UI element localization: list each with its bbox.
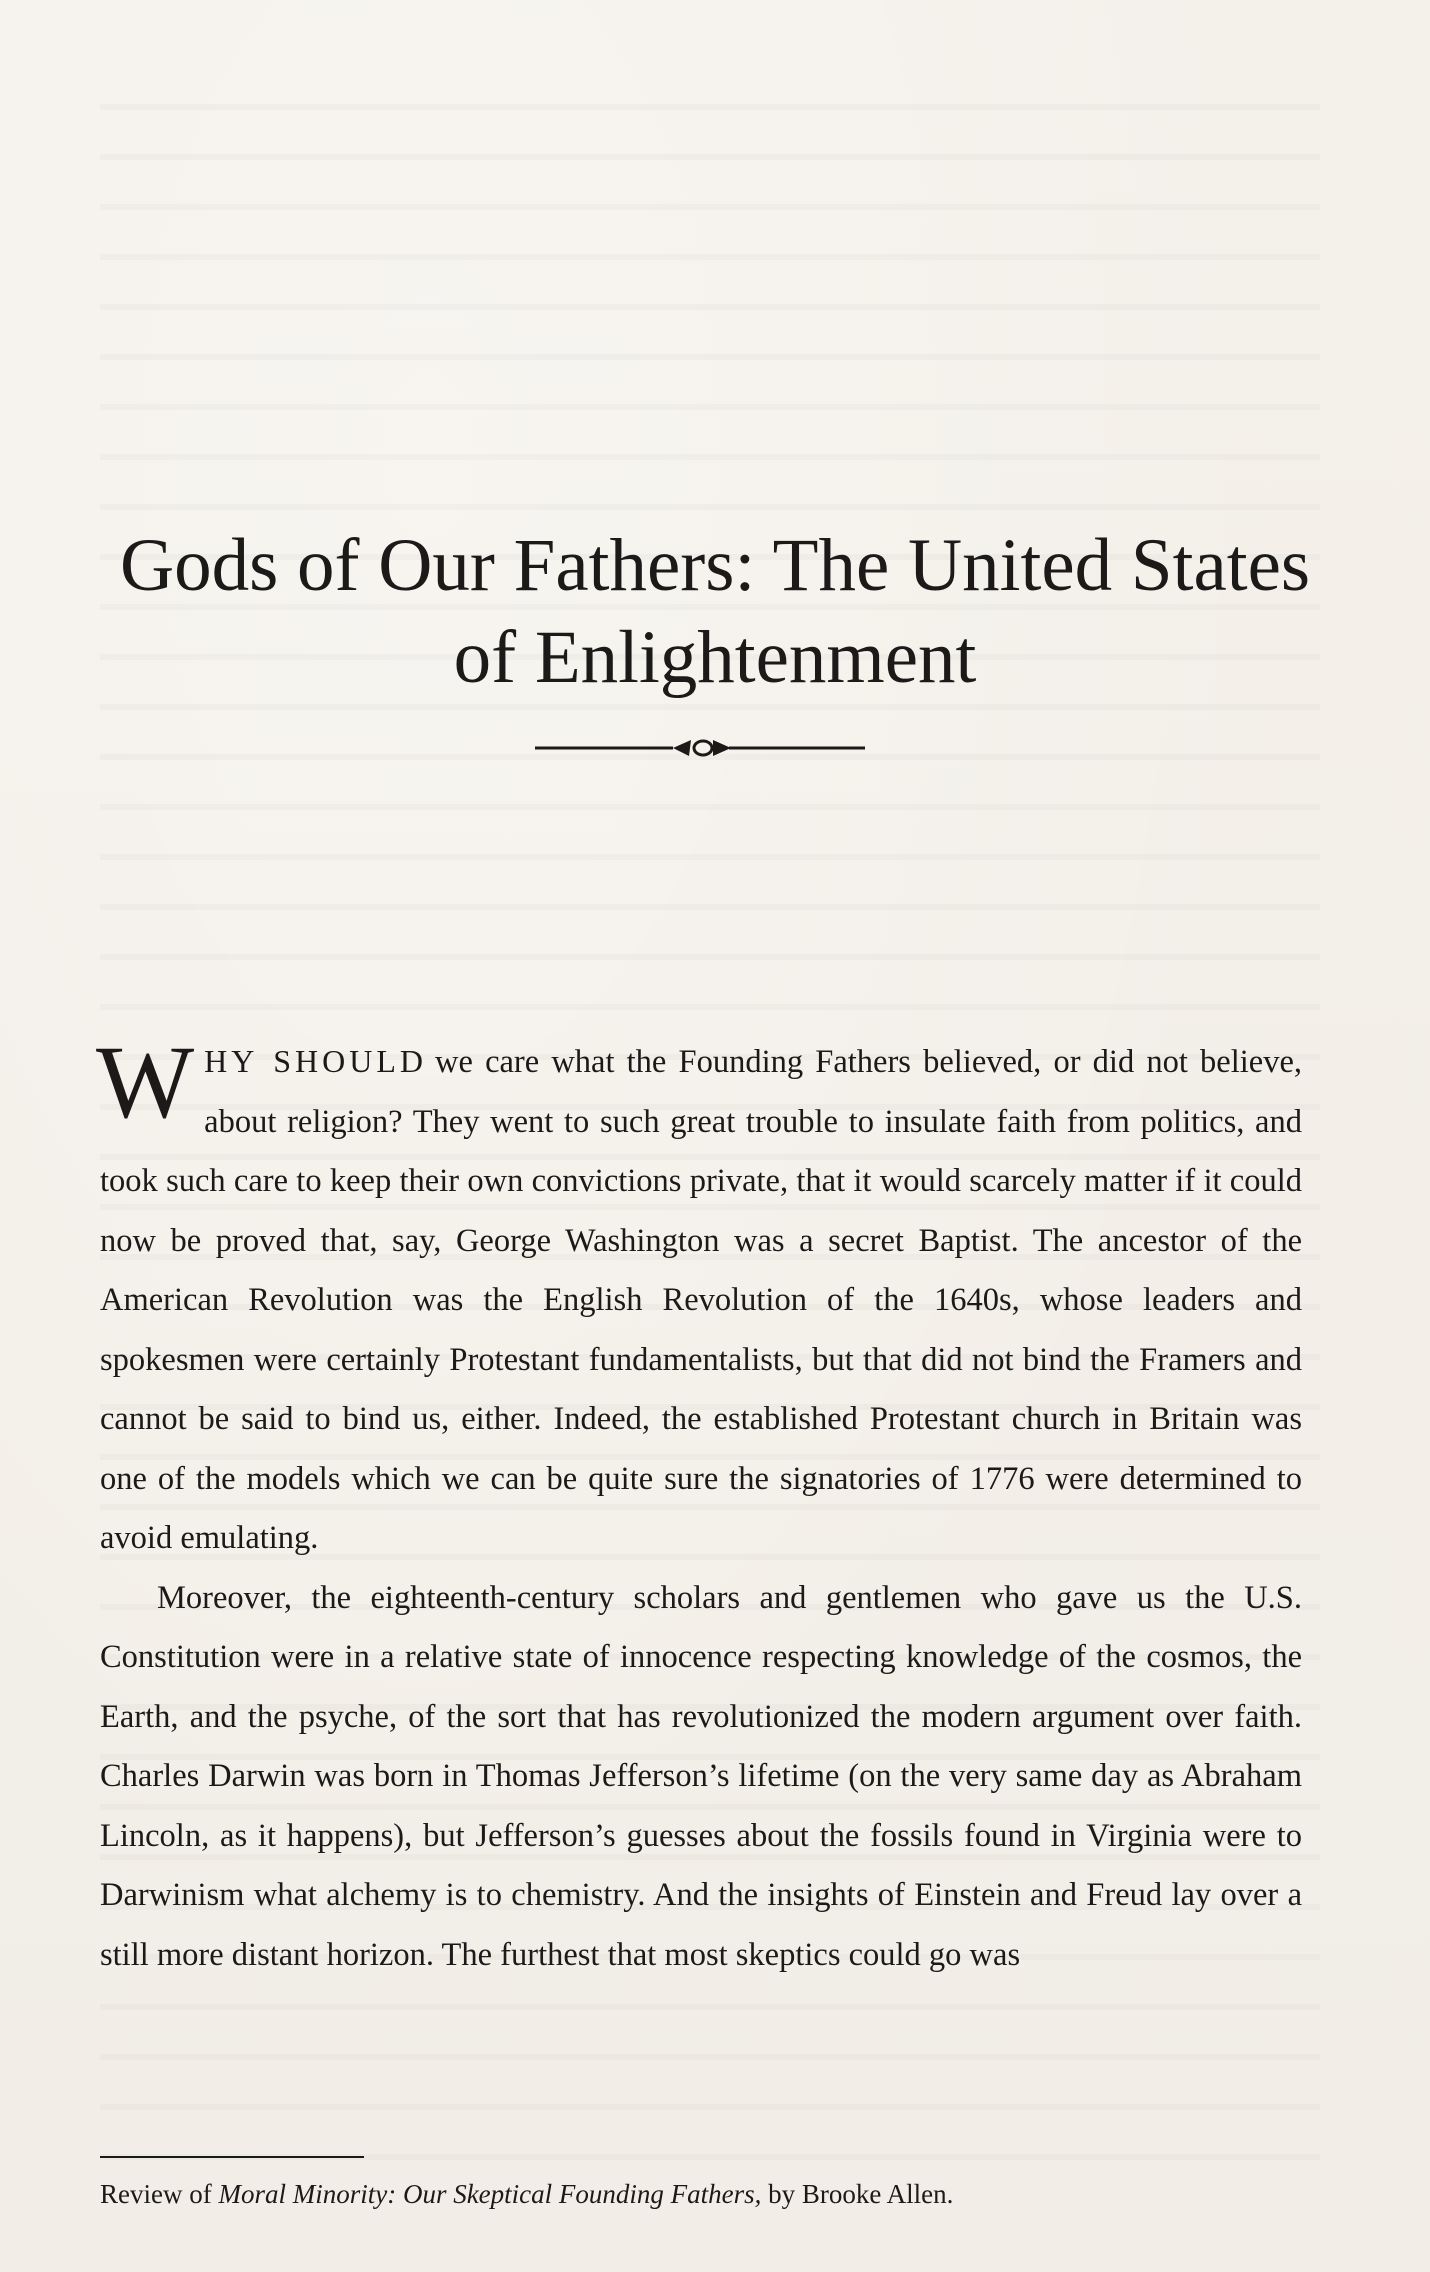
paragraph-1 — [96, 1025, 1303, 1569]
paragraph-2: Moreover, the eighteenth-century scholars and gentlemen who gave us the U.S. Constitution were in a relative state of innocence respecting knowledge of the cosmos, the Earth, and the psyche, of the sort that has revolutionized the modern argument over faith. Charles Darwin was born in Thomas Jefferson’s lifetime (on the very same day as Abraham Lincoln, as it happens), but Jefferson’s guesses about the fossils found in Virginia were to Darwinism what alchemy is to chemistry. And the insights of Einstein and Freud lay over a still more distant horizon. The furthest that most skeptics could go was — [100, 1579, 1302, 1973]
footnote-rule — [100, 2156, 364, 2158]
article-body — [96, 1025, 1303, 1985]
lead-in: HY SHOULD — [204, 1043, 428, 1079]
footnote-prefix: Review of — [100, 2179, 219, 2209]
chapter-title: Gods of Our Fathers: The United States of Enlightenment — [119, 524, 1311, 699]
footnote-suffix: by Brooke Allen. — [761, 2179, 954, 2209]
fleuron-divider-icon — [535, 728, 865, 768]
paragraph-1-text: we care what the Founding Fathers believed, or did not believe, about religion? They went to such great trouble to insulate faith from politics, and took such care to keep their own convictions private, that it would scarcely matter if it could now be proved that, say, George Washington was a secret Baptist. The ancestor of the American Revolution was the English Revolution of the 1640s, whose leaders and spokesmen were certainly Protestant fundamentalists, but that did not bind the Framers and cannot be said to bind us, either. Indeed, the established Protestant church in Britain was one of the models which we can be quite sure the signatories of 1776 were determined to avoid emulating. — [100, 1044, 1303, 1556]
footnote-book-title: Moral Minority: Our Skeptical Founding Fathers, — [218, 2179, 762, 2209]
drop-cap: W — [96, 1025, 195, 1140]
footnote — [100, 2176, 1300, 2212]
